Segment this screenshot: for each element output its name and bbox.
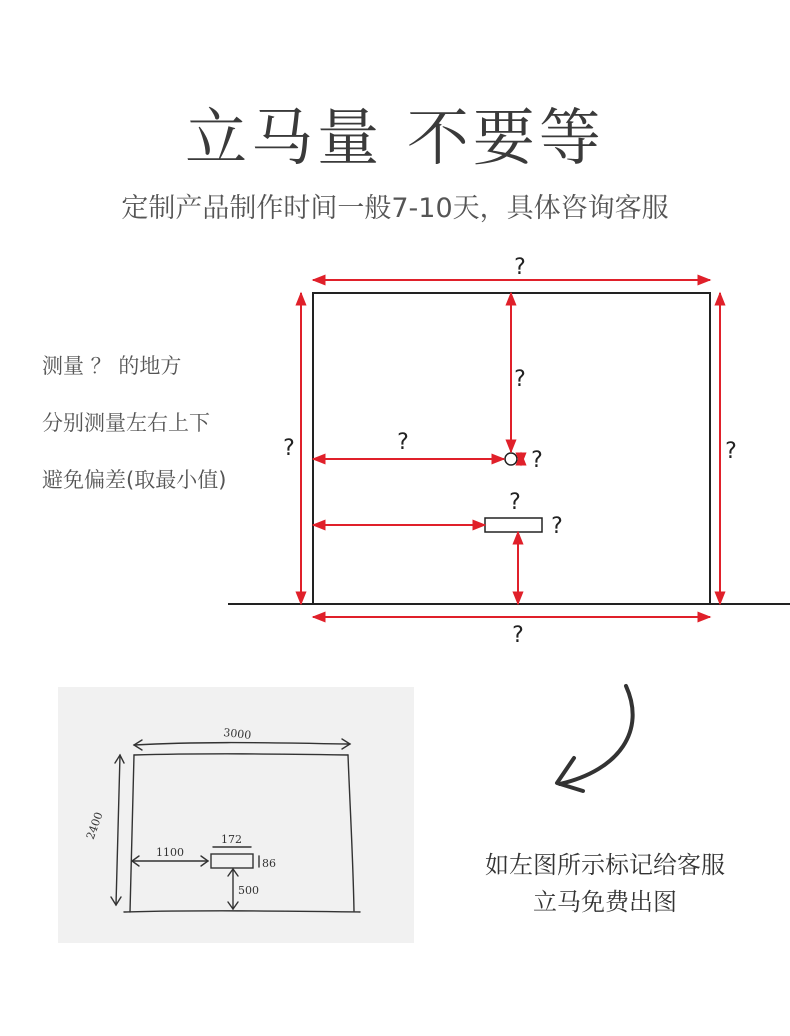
sketch-drawing	[58, 687, 414, 943]
curved-arrow-icon	[560, 686, 633, 784]
qmark-socket-left: ?	[397, 430, 409, 455]
sketch-height-label: 2400	[83, 810, 106, 842]
qmark-left-height: ?	[283, 436, 295, 461]
sketch-left-offset-label: 1100	[156, 846, 184, 859]
qmark-socket-size: ?	[531, 448, 543, 473]
sketch-box-height-label: 86	[262, 857, 276, 870]
instruction-line-1: 测量 ？ 的地方	[42, 354, 182, 378]
page-title: 立马量 不要等	[185, 101, 605, 174]
sketch-box-width-label: 172	[221, 833, 242, 846]
sketch-photo	[58, 687, 414, 943]
sketch-bottom-label: 500	[238, 884, 259, 897]
cta-line-2: 立马免费出图	[533, 888, 677, 916]
sketch-width-label: 3000	[222, 726, 252, 742]
instruction-line-2: 分别测量左右上下	[42, 411, 210, 435]
switch-marker	[485, 518, 542, 532]
curved-arrow-head-icon	[557, 758, 583, 791]
instruction-line-3: 避免偏差(取最小值)	[42, 468, 227, 492]
cta-line-1: 如左图所示标记给客服	[485, 851, 725, 879]
qmark-right-height: ?	[725, 439, 737, 464]
socket-marker	[505, 453, 517, 465]
qmark-bottom-width: ?	[512, 623, 524, 648]
page-subtitle: 定制产品制作时间一般7-10天，具体咨询客服	[121, 193, 669, 224]
qmark-socket-top: ?	[514, 367, 526, 392]
qmark-switch-height: ?	[551, 514, 563, 539]
qmark-top-width: ?	[514, 255, 526, 280]
qmark-switch-width: ?	[509, 490, 521, 515]
